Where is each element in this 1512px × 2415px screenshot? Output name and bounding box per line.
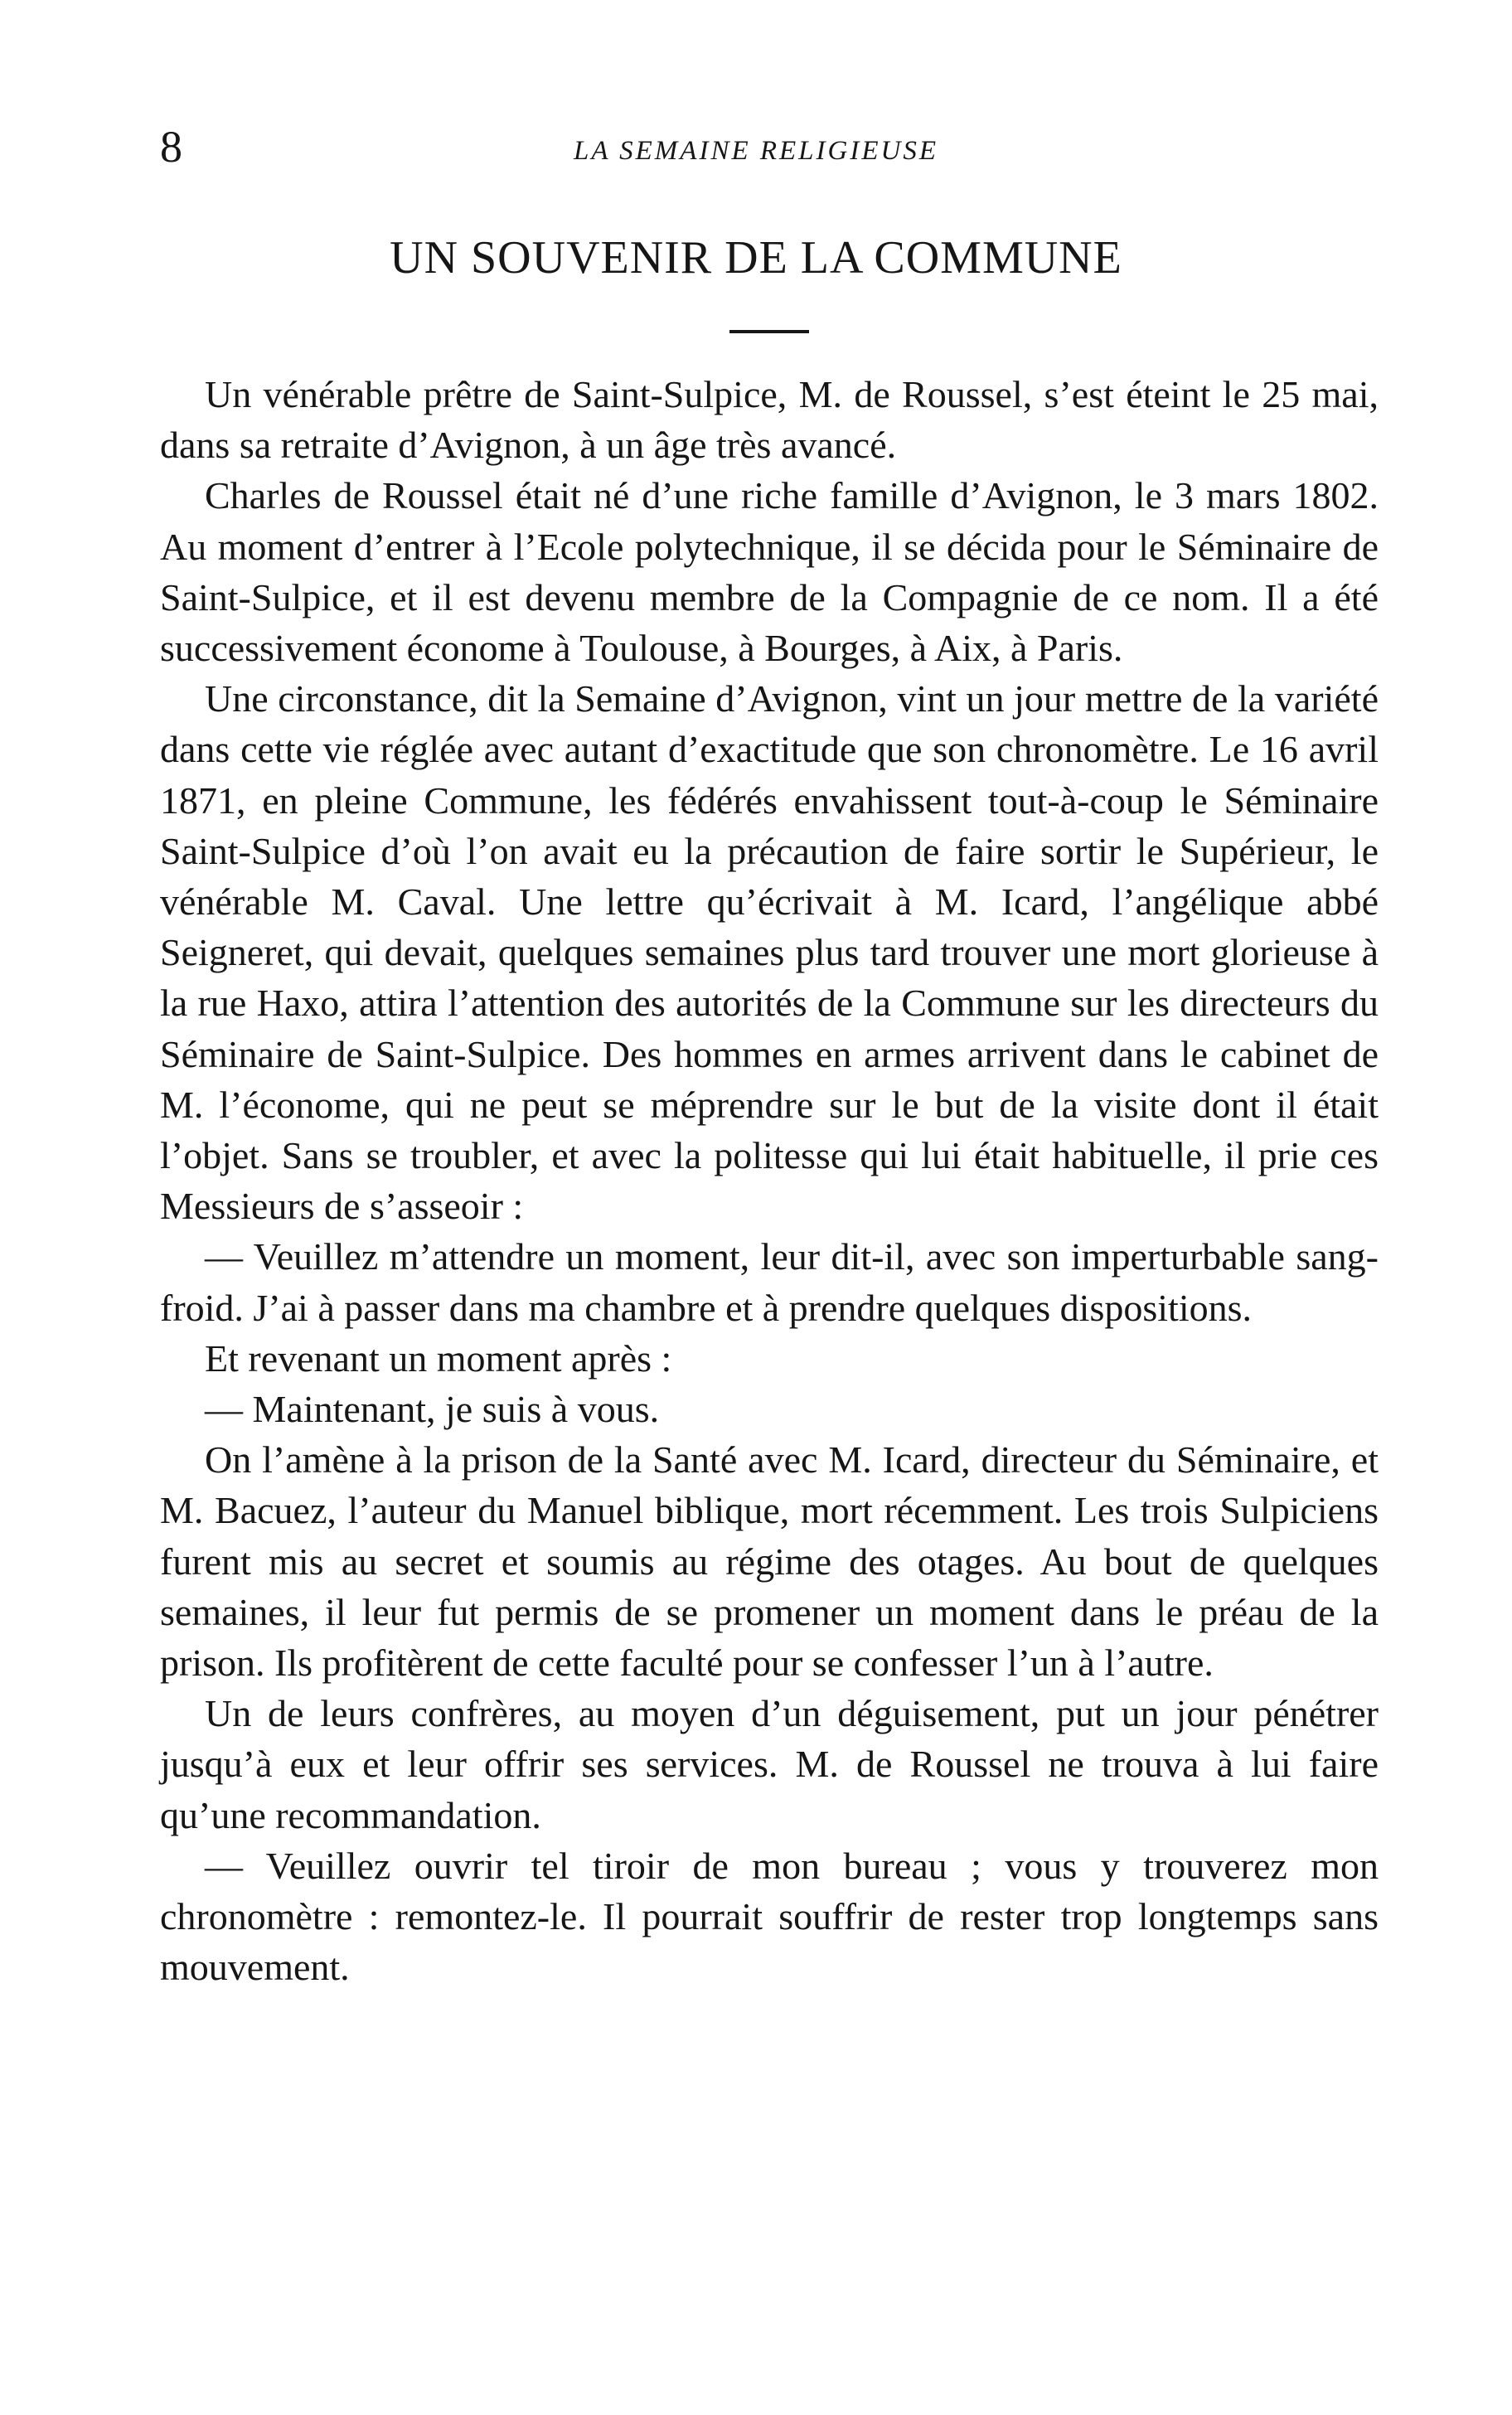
title-divider	[729, 330, 809, 333]
article-title: UN SOUVENIR DE LA COMMUNE	[390, 232, 1122, 284]
page-number: 8	[160, 122, 182, 172]
paragraph: Une circonstance, dit la Semaine d’Avignon, vint un jour mettre de la variété dans cette vie réglée avec autant d’exactitude que son chronomètre. Le 16 avril 1871, en pleine Commune, les fédérés envahissent tout-à-coup le Séminaire Saint-Sulpice d’où l’on avait eu la précaution de faire sortir le Supérieur, le vénérable M. Caval. Une lettre qu’écrivait à M. Icard, l’angélique abbé Seigneret, qui devait, quelques semaines plus tard trouver une mort glorieuse à la rue Haxo, attira l’attention des autorités de la Commune sur les directeurs du Séminaire de Saint-Sulpice. Des hommes en armes arrivent dans le cabinet de M. l’économe, qui ne peut se méprendre sur le but de la visite dont il était l’objet. Sans se troubler, et avec la politesse qui lui était habituelle, il prie ces Messieurs de s’asseoir :	[160, 677, 1379, 1228]
paragraph: Un vénérable prêtre de Saint-Sulpice, M. de Roussel, s’est éteint le 25 mai, dans sa retraite d’Avignon, à un âge très avancé.	[160, 373, 1379, 467]
article-body	[160, 369, 1379, 1993]
paragraph: Un de leurs confrères, au moyen d’un déguisement, put un jour pénétrer jusqu’à eux et leur offrir ses services. M. de Roussel ne trouva à lui faire qu’une recommandation.	[160, 1692, 1379, 1836]
running-head: LA SEMAINE RELIGIEUSE	[573, 136, 938, 166]
paragraph: Et revenant un moment après :	[205, 1336, 672, 1380]
dialogue-paragraph: — Veuillez ouvrir tel tiroir de mon bureau ; vous y trouverez mon chronomètre : remontez-le. Il pourrait souffrir de rester trop longtemps sans mouvement.	[160, 1844, 1379, 1989]
dialogue-paragraph: — Veuillez m’attendre un moment, leur dit-il, avec son imperturbable sang-froid. J’ai à passer dans ma chambre et à prendre quelques dispositions.	[160, 1235, 1379, 1329]
dialogue-paragraph: — Maintenant, je suis à vous.	[205, 1388, 660, 1431]
paragraph: On l’amène à la prison de la Santé avec M. Icard, directeur du Séminaire, et M. Bacuez, l’auteur du Manuel biblique, mort récemment. Les trois Sulpiciens furent mis au secret et soumis au régime des otages. Au bout de quelques semaines, il leur fut permis de se promener un moment dans le préau de la prison. Ils profitèrent de cette faculté pour se confesser l’un à l’autre.	[160, 1438, 1379, 1685]
paragraph: Charles de Roussel était né d’une riche famille d’Avignon, le 3 mars 1802. Au moment d’entrer à l’Ecole polytechnique, il se décida pour le Séminaire de Saint-Sulpice, et il est devenu membre de la Compagnie de ce nom. Il a été successivement économe à Toulouse, à Bourges, à Aix, à Paris.	[160, 474, 1379, 670]
